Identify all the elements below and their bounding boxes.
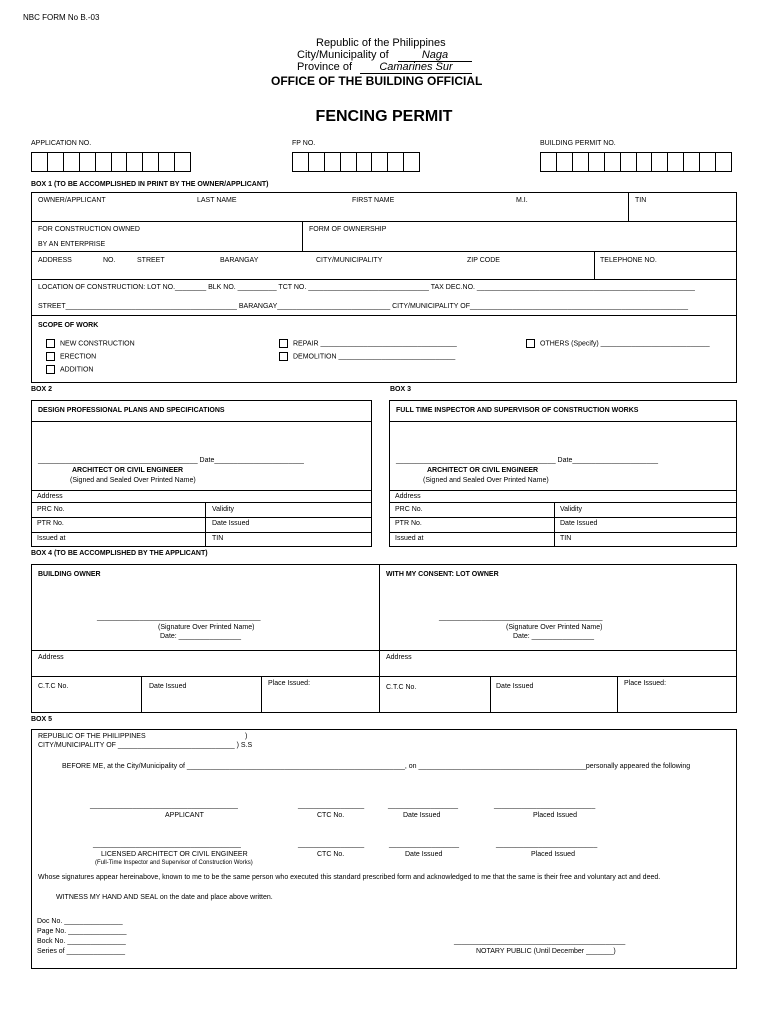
page-title: FENCING PERMIT xyxy=(315,108,453,125)
box4-heading: BOX 4 (TO BE ACCOMPLISHED BY THE APPLICANT) xyxy=(31,550,208,557)
engineer-date-line: __________________ xyxy=(389,841,460,848)
owner-date: Date: ________________ xyxy=(160,633,241,640)
fp-no-label: FP NO. xyxy=(292,140,316,147)
lot-owner-signature-line: __________________________________________ xyxy=(439,614,603,621)
checkbox-icon[interactable] xyxy=(46,339,55,348)
owner-applicant-label: OWNER/APPLICANT xyxy=(38,197,106,204)
box2-signature-line: _________________________________________ Date_______________________ xyxy=(38,457,304,464)
building-permit-no-label: BUILDING PERMIT NO. xyxy=(540,140,616,147)
barangay-label: BARANGAY xyxy=(220,257,259,264)
owner-signature-caption: (Signature Over Printed Name) xyxy=(158,624,255,631)
owner-date-issued-label: Date Issued xyxy=(149,683,187,690)
box5-republic: REPUBLIC OF THE PHILIPPINES xyxy=(38,733,146,740)
box2-issued-at-label: Issued at xyxy=(37,535,66,542)
box2-heading: DESIGN PROFESSIONAL PLANS AND SPECIFICATIONS xyxy=(38,407,225,414)
header-province-value: Camarines Sur xyxy=(360,61,472,74)
tin-label: TIN xyxy=(635,197,647,204)
box3-date-issued-label: Date Issued xyxy=(560,520,598,527)
box2-validity-label: Validity xyxy=(212,506,235,513)
box3-tin-label: TIN xyxy=(560,535,572,542)
owner-place-issued-label: Place Issued: xyxy=(268,680,311,687)
applicant-date-caption: Date Issued xyxy=(403,812,441,819)
box2-ptr-label: PTR No. xyxy=(37,520,64,527)
engineer-signature-line: ______________________________________ xyxy=(93,841,241,848)
city-label: CITY/MUNICIPALITY xyxy=(316,257,383,264)
box3-prc-label: PRC No. xyxy=(395,506,423,513)
applicant-place-caption: Placed Issued xyxy=(533,812,577,819)
construction-owned-label: FOR CONSTRUCTION OWNED xyxy=(38,226,140,233)
box3-signed-note: (Signed and Sealed Over Printed Name) xyxy=(423,477,549,484)
box3-address-label: Address xyxy=(395,493,421,500)
box5-before-me: BEFORE ME, at the City/Municipality of ________________________________________________________, on ___________________________________________personally appeared the following xyxy=(62,763,691,770)
doc-no-field: Doc No. _______________ xyxy=(37,918,123,925)
address-label: ADDRESS xyxy=(38,257,72,264)
lot-owner-label: WITH MY CONSENT: LOT OWNER xyxy=(386,571,499,578)
box3-validity-label: Validity xyxy=(560,506,583,513)
scope-of-work-label: SCOPE OF WORK xyxy=(38,322,99,329)
demolition-option[interactable]: DEMOLITION ______________________________ xyxy=(279,352,455,361)
checkbox-icon[interactable] xyxy=(279,352,288,361)
fp-no-input[interactable] xyxy=(292,152,420,172)
box5-witness-statement: WITNESS MY HAND AND SEAL on the date and place above written. xyxy=(56,894,273,901)
box2-date-issued-label: Date Issued xyxy=(212,520,250,527)
lot-owner-date-issued-label: Date Issued xyxy=(496,683,534,690)
owner-signature-line: __________________________________________ xyxy=(97,614,261,621)
lot-owner-signature-caption: (Signature Over Printed Name) xyxy=(506,624,603,631)
engineer-ctc-caption: CTC No. xyxy=(317,851,345,858)
street-label: STREET xyxy=(137,257,165,264)
box3-issued-at-label: Issued at xyxy=(395,535,424,542)
form-number: NBC FORM No B.-03 xyxy=(23,13,100,22)
engineer-place-caption: Placed Issued xyxy=(531,851,575,858)
box1-heading: BOX 1 (TO BE ACCOMPLISHED IN PRINT BY THE OWNER/APPLICANT) xyxy=(31,181,269,188)
checkbox-icon[interactable] xyxy=(46,352,55,361)
checkbox-icon[interactable] xyxy=(46,365,55,374)
header-province-label: Province of xyxy=(297,61,353,73)
checkbox-icon[interactable] xyxy=(279,339,288,348)
book-no-field: Bock No. _______________ xyxy=(37,938,126,945)
box2-address-label: Address xyxy=(37,493,63,500)
erection-option[interactable]: ERECTION xyxy=(46,352,96,361)
zip-code-label: ZIP CODE xyxy=(467,257,500,264)
series-field: Series of _______________ xyxy=(37,948,125,955)
applicant-ctc-caption: CTC No. xyxy=(317,812,345,819)
lot-owner-address-label: Address xyxy=(386,654,412,661)
new-construction-option[interactable]: NEW CONSTRUCTION xyxy=(46,339,135,348)
notary-caption: NOTARY PUBLIC (Until December _______) xyxy=(476,948,616,955)
page-no-field: Page No. _______________ xyxy=(37,928,127,935)
engineer-date-caption: Date Issued xyxy=(405,851,443,858)
building-owner-label: BUILDING OWNER xyxy=(38,571,101,578)
owner-ctc-label: C.T.C No. xyxy=(38,683,69,690)
header-city-label: City/Municipality of xyxy=(297,49,389,61)
location-line: LOCATION OF CONSTRUCTION: LOT NO.________ BLK NO. __________ TCT NO. _______________________________ TAX DEC.NO. ________________________________________________________ xyxy=(38,284,695,291)
lot-owner-date: Date: ________________ xyxy=(513,633,594,640)
box3-label: BOX 3 xyxy=(390,386,412,393)
header-office: OFFICE OF THE BUILDING OFFICIAL xyxy=(271,74,483,88)
building-permit-no-input[interactable] xyxy=(540,152,732,172)
applicant-date-line: __________________ xyxy=(388,802,459,809)
mi-label: M.I. xyxy=(516,197,528,204)
street-line: STREET____________________________________________ BARANGAY_____________________________ CITY/MUNICIPALITY OF________________________________________________________ xyxy=(38,303,689,310)
header-republic: Republic of the Philippines xyxy=(316,37,446,49)
checkbox-icon[interactable] xyxy=(526,339,535,348)
telephone-label: TELEPHONE NO. xyxy=(600,257,657,264)
others-option[interactable]: OTHERS (Specify) ____________________________ xyxy=(526,339,710,348)
box3-signature-line: _________________________________________ Date______________________ xyxy=(396,457,658,464)
engineer-place-line: __________________________ xyxy=(496,841,598,848)
last-name-label: LAST NAME xyxy=(197,197,237,204)
applicant-signature-line: ______________________________________ xyxy=(90,802,238,809)
box2-label: BOX 2 xyxy=(31,386,53,393)
owner-address-label: Address xyxy=(38,654,64,661)
lot-owner-place-issued-label: Place Issued: xyxy=(624,680,667,687)
addition-option[interactable]: ADDITION xyxy=(46,365,93,374)
box4 xyxy=(31,564,737,713)
applicant-ctc-line: _________________ xyxy=(298,802,365,809)
form-of-ownership-label: FORM OF OWNERSHIP xyxy=(309,226,387,233)
application-no-input[interactable] xyxy=(31,152,191,172)
box2-signed-note: (Signed and Sealed Over Printed Name) xyxy=(70,477,196,484)
engineer-caption: LICENSED ARCHITECT OR CIVIL ENGINEER xyxy=(101,851,248,858)
box2-prc-label: PRC No. xyxy=(37,506,65,513)
by-enterprise-label: BY AN ENTERPRISE xyxy=(38,241,106,248)
application-no-label: APPLICATION NO. xyxy=(31,140,92,147)
box5-city: CITY/MUNICIPALITY OF ______________________________ ) S.S xyxy=(38,742,253,749)
engineer-ctc-line: _________________ xyxy=(298,841,365,848)
repair-option[interactable]: REPAIR ___________________________________ xyxy=(279,339,457,348)
lot-owner-ctc-label: C.T.C No. xyxy=(386,684,417,691)
box2-tin-label: TIN xyxy=(212,535,224,542)
box5-whose-statement: Whose signatures appear hereinabove, known to me to be the same person who executed this standard prescribed form and acknowledged to me that the same is their free and voluntary act and deed. xyxy=(38,874,661,881)
notary-signature-line: ____________________________________________ xyxy=(454,938,626,945)
header-city-value: Naga xyxy=(398,49,472,62)
first-name-label: FIRST NAME xyxy=(352,197,395,204)
box2-role: ARCHITECT OR CIVIL ENGINEER xyxy=(72,467,184,474)
box5-paren: ) xyxy=(245,733,248,740)
address-no-label: NO. xyxy=(103,257,116,264)
engineer-fulltime-note: (Full-Time Inspector and Supervisor of Construction Works) xyxy=(95,860,253,866)
box3-role: ARCHITECT OR CIVIL ENGINEER xyxy=(427,467,539,474)
box3-ptr-label: PTR No. xyxy=(395,520,422,527)
box3-heading: FULL TIME INSPECTOR AND SUPERVISOR OF CONSTRUCTION WORKS xyxy=(396,407,639,414)
applicant-place-line: __________________________ xyxy=(494,802,596,809)
box5-label: BOX 5 xyxy=(31,716,53,723)
applicant-caption: APPLICANT xyxy=(165,812,204,819)
